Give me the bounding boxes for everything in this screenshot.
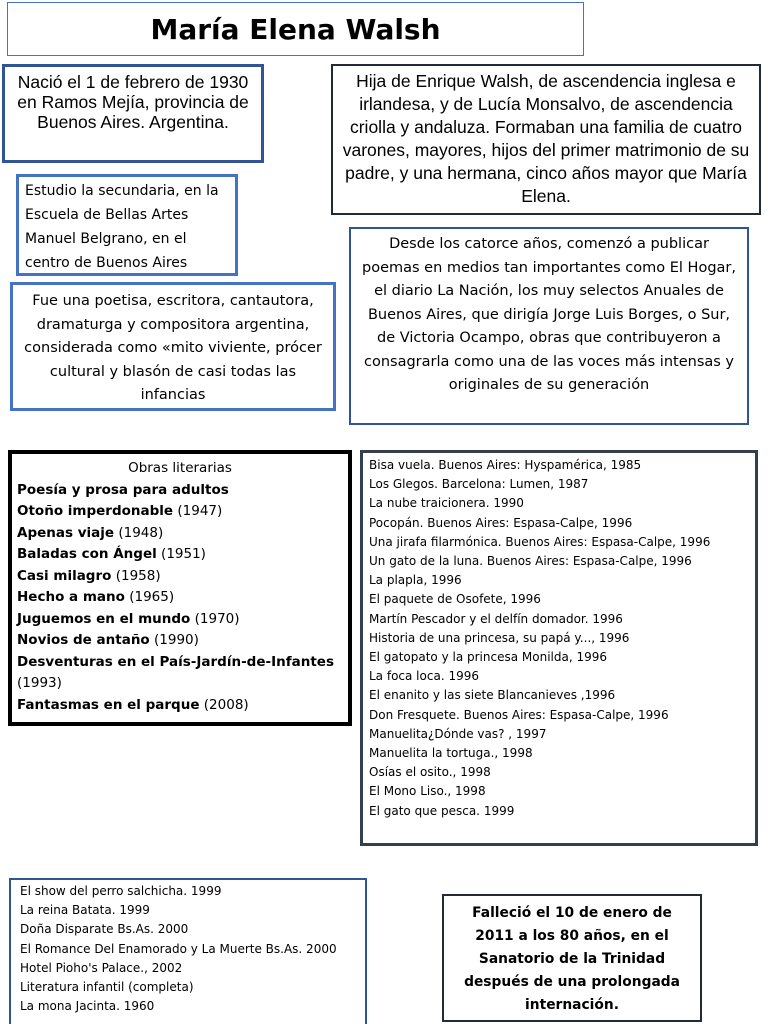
works-item: Juguemos en el mundo (1970) — [17, 610, 240, 627]
list-item: La reina Batata. 1999 — [20, 903, 150, 918]
publishing-info-box: Desde los catorce años, comenzó a publicar poemas en medios tan importantes como El Hogar, el diario La Nación, los muy selectos Anuales de Buenos Aires, que dirigía Jorge Luis Borges, o Sur, de Victoria Ocampo, obras que contribuyeron a consagrarla como una de las voces más intensas y originales de su generación — [349, 227, 749, 425]
list-item: El show del perro salchicha. 1999 — [20, 884, 222, 898]
childrens-books-list-2 — [20, 882, 356, 1016]
death-info-box: Falleció el 10 de enero de 2011 a los 80 años, en el Sanatorio de la Trinidad después de una prolongada internación. — [442, 894, 702, 1022]
list-item: Manuelita la tortuga., 1998 — [369, 746, 533, 761]
list-item: Un gato de la luna. Buenos Aires: Espasa-Calpe, 1996 — [369, 554, 692, 569]
list-item: Martín Pescador y el delfín domador. 1996 — [369, 611, 623, 626]
list-item: El Romance Del Enamorado y La Muerte Bs.As. 2000 — [20, 941, 337, 956]
works-heading: Obras literarias — [128, 460, 232, 476]
literary-works-box — [8, 450, 352, 726]
list-item: Don Fresquete. Buenos Aires: Espasa-Calpe, 1996 — [369, 707, 669, 722]
list-item: Doña Disparate Bs.As. 2000 — [20, 922, 189, 937]
list-item: El Mono Liso., 1998 — [369, 784, 486, 799]
list-item: Los Glegos. Barcelona: Lumen, 1987 — [369, 477, 589, 492]
education-info-box: Estudio la secundaria, en la Escuela de Bellas Artes Manuel Belgrano, en el centro de Buenos Aires — [16, 174, 238, 276]
profession-info-box: Fue una poetisa, escritora, cantautora, dramaturga y compositora argentina, considerada como «mito viviente, prócer cultural y blasón de casi todas las infancias — [10, 282, 336, 411]
list-item: La nube traicionera. 1990 — [369, 496, 524, 511]
works-item: Fantasmas en el parque (2008) — [17, 696, 249, 713]
list-item: El gatopato y la princesa Monilda, 1996 — [369, 650, 607, 665]
list-item: Historia de una princesa, su papá y..., 1996 — [369, 630, 630, 645]
works-item: Otoño imperdonable (1947) — [17, 503, 223, 519]
list-item: Pocopán. Buenos Aires: Espasa-Calpe, 1996 — [369, 515, 633, 530]
works-item: Desventuras en el País-Jardín-de-Infantes (1993) — [17, 653, 334, 691]
works-subheading: Poesía y prosa para adultos — [17, 481, 229, 498]
works-item: Novios de antaño (1990) — [17, 632, 199, 648]
birth-info-box: Nació el 1 de febrero de 1930 en Ramos Mejía, provincia de Buenos Aires. Argentina. — [2, 64, 264, 163]
childrens-books-box — [360, 450, 758, 846]
list-item: Una jirafa filarmónica. Buenos Aires: Espasa-Calpe, 1996 — [369, 534, 711, 549]
list-item: El enanito y las siete Blancanieves ,1996 — [369, 688, 616, 703]
works-list — [17, 501, 343, 716]
works-item: Apenas viaje (1948) — [17, 524, 164, 541]
list-item: Hotel Pioho's Palace., 2002 — [20, 960, 183, 975]
list-item: Bisa vuela. Buenos Aires: Hyspamérica, 1985 — [369, 458, 642, 472]
list-item: El paquete de Osofete, 1996 — [369, 592, 541, 607]
childrens-books-list — [369, 456, 749, 821]
list-item: Osías el osito., 1998 — [369, 765, 491, 780]
list-item: El gato que pesca. 1999 — [369, 803, 515, 818]
family-info-box: Hija de Enrique Walsh, de ascendencia inglesa e irlandesa, y de Lucía Monsalvo, de ascendencia criolla y andaluza. Formaban una familia de cuatro varones, mayores, hijos del primer matrimonio de su padre, y una hermana, cinco años mayor que María Elena. — [331, 64, 761, 215]
list-item: Manuelita¿Dónde vas? , 1997 — [369, 726, 547, 741]
list-item: La plapla, 1996 — [369, 573, 462, 588]
works-item: Baladas con Ángel (1951) — [17, 546, 206, 562]
list-item: La mona Jacinta. 1960 — [20, 999, 155, 1014]
page-title: María Elena Walsh — [7, 2, 584, 56]
list-item: La foca loca. 1996 — [369, 669, 479, 684]
works-item: Hecho a mano (1965) — [17, 589, 175, 605]
works-item: Casi milagro (1958) — [17, 567, 161, 584]
childrens-books-box-2 — [9, 878, 367, 1024]
list-item: Literatura infantil (completa) — [20, 980, 194, 995]
